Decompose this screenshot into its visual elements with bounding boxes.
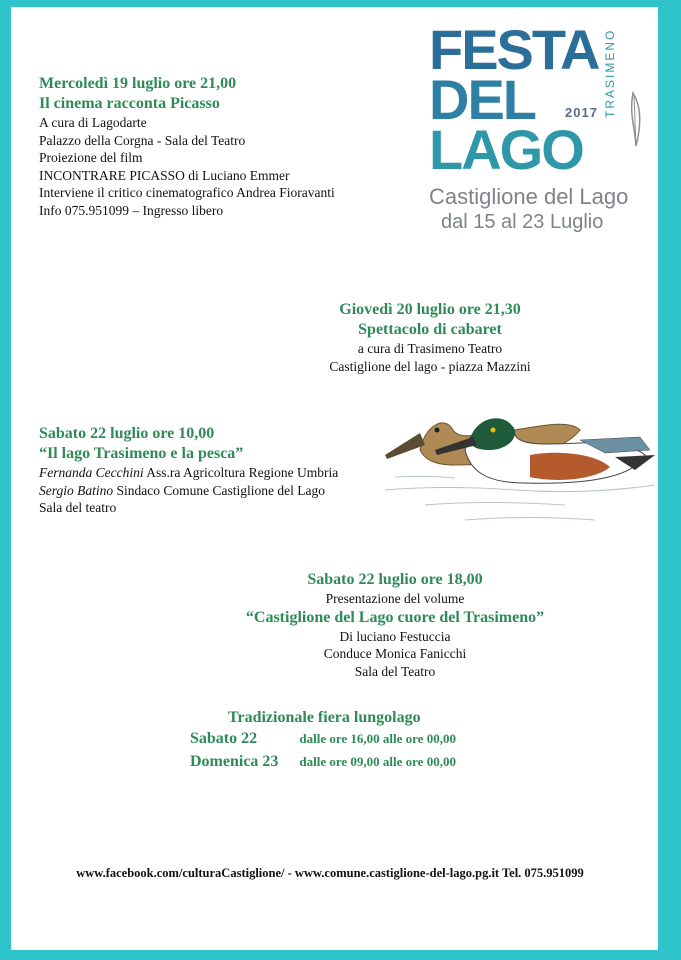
event-line: Sala del Teatro — [354, 663, 436, 679]
event-title: Il cinema racconta Picasso — [39, 95, 220, 112]
logo-line-festa: FESTA — [429, 18, 599, 81]
fair-hours: dalle ore 16,00 alle ore 00,00 — [299, 731, 456, 746]
duck-illustration — [365, 395, 665, 545]
speaker-line — [39, 482, 338, 500]
event-heading: Mercoledì 19 luglio ore 21,00 — [39, 75, 237, 92]
event-title: “Il lago Trasimeno e la pesca” — [39, 445, 244, 462]
event-line: Conduce Monica Fanicchi — [323, 646, 467, 661]
event-book-presentation — [230, 570, 560, 680]
fair-day: Domenica 23 — [190, 753, 279, 770]
event-heading: Sabato 22 luglio ore 10,00 — [39, 425, 215, 442]
fair-row — [190, 729, 510, 749]
event-heading: Giovedì 20 luglio ore 21,30 — [339, 301, 521, 318]
logo-line-lago: LAGO — [429, 118, 583, 181]
logo-dates: dal 15 al 23 Luglio — [441, 211, 604, 233]
speaker-name: Fernanda Cecchini — [39, 465, 144, 480]
event-line: INCONTRARE PICASSO di Luciano Emmer — [39, 167, 290, 183]
event-line: Proiezione del film — [39, 150, 143, 165]
logo-year: 2017 — [565, 105, 598, 120]
event-title: Spettacolo di cabaret — [358, 321, 502, 338]
fair-row — [190, 752, 510, 772]
event-title: “Castiglione del Lago cuore del Trasimeno” — [245, 608, 545, 626]
speaker-role: Sindaco Comune Castiglione del Lago — [113, 482, 325, 498]
speaker-role: Ass.ra Agricoltura Regione Umbria — [143, 465, 339, 480]
event-intro: Presentazione del volume — [325, 591, 465, 606]
event-line: A cura di Lagodarte — [39, 115, 147, 130]
event-line: Info 075.951099 – Ingresso libero — [39, 202, 224, 218]
fair-day: Sabato 22 — [190, 730, 258, 747]
event-picasso — [39, 74, 335, 219]
bottom-border — [0, 950, 681, 960]
speaker-line — [39, 464, 338, 482]
event-cabaret — [300, 300, 560, 375]
fair-hours: dalle ore 09,00 alle ore 00,00 — [299, 754, 456, 769]
event-venue: Sala del teatro — [39, 500, 117, 515]
top-border — [0, 0, 681, 7]
left-border — [0, 0, 11, 960]
event-heading: Sabato 22 luglio ore 18,00 — [307, 571, 483, 588]
logo-city: Castiglione del Lago — [429, 184, 629, 209]
event-line: a cura di Trasimeno Teatro — [357, 341, 503, 356]
fair-title: Tradizionale fiera lungolago — [228, 709, 421, 726]
feather-icon — [625, 88, 647, 148]
festival-logo — [425, 18, 650, 243]
fair-section — [190, 708, 510, 772]
speaker-name: Sergio Batino — [39, 482, 114, 498]
event-line: Castiglione del lago - piazza Mazzini — [329, 358, 531, 374]
logo-line-del: DEL — [429, 68, 535, 131]
event-line: Di luciano Festuccia — [339, 628, 451, 644]
logo-side-text: TRASIMENO — [603, 28, 617, 118]
event-line: Palazzo della Corgna - Sala del Teatro — [39, 132, 246, 148]
event-line: Interviene il critico cinematografico Andrea Fioravanti — [39, 185, 335, 200]
footer-contacts: www.facebook.com/culturaCastiglione/ - www.comune.castiglione-del-lago.pg.it Tel. 075.951099 — [76, 866, 584, 880]
event-trasimeno-pesca — [39, 424, 338, 517]
